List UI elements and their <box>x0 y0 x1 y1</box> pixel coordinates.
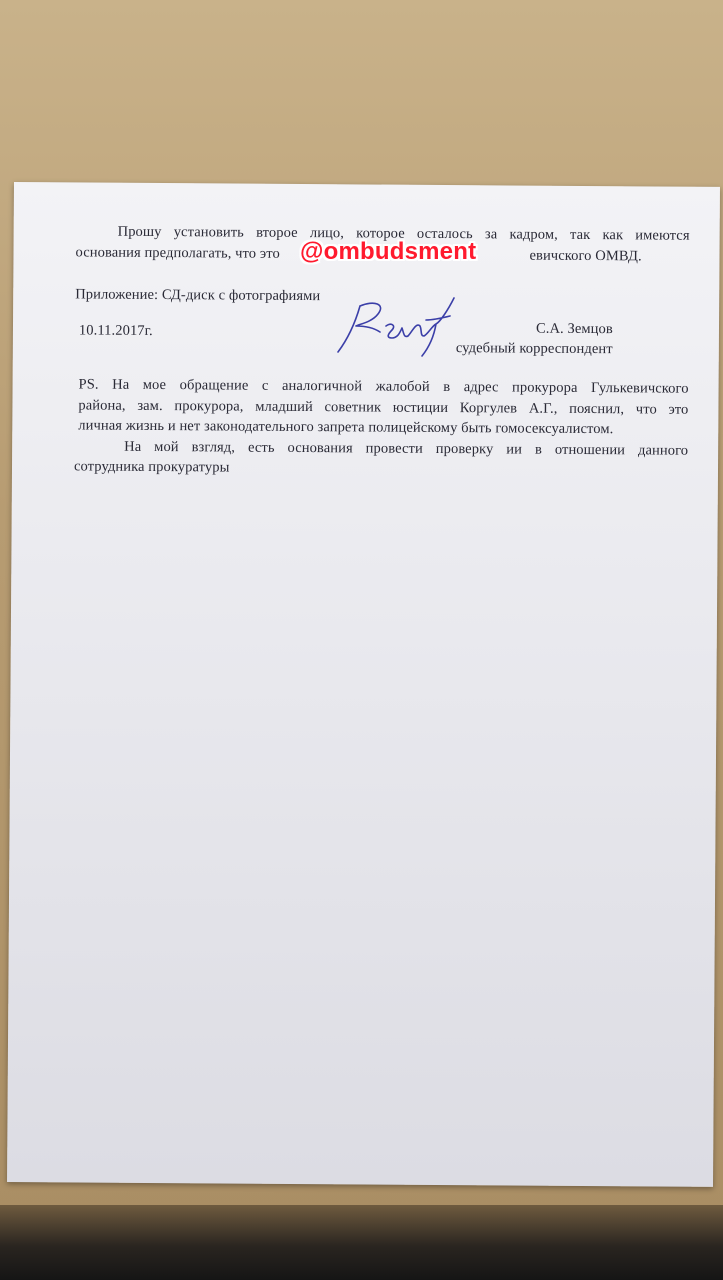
ps-line-4: На мой взгляд, есть основания провести проверку ии в отношении данного <box>124 438 689 459</box>
signer-title: судебный корреспондент <box>455 340 613 358</box>
watermark-text: @ombudsment <box>300 238 477 265</box>
paragraph-1-line-1: Прошу установить второе лицо, которое осталось за кадром, так как имеются <box>117 223 690 244</box>
attachment-line: Приложение: СД-диск с фотографиями <box>75 286 321 305</box>
ps-line-1: PS. На мое обращение с аналогичной жалобой в адрес прокурора Гулькевичского <box>78 376 689 397</box>
paragraph-1-line-2-left: основания предполагать, что это <box>75 244 280 262</box>
ps-line-3: личная жизнь и нет законодательного запрета полицейскому быть гомосексуалистом. <box>78 417 614 438</box>
ps-line-5: сотрудника прокуратуры <box>73 458 230 476</box>
desk-edge <box>0 1205 723 1280</box>
signature-icon <box>330 292 465 362</box>
date: 10.11.2017г. <box>78 322 153 339</box>
paragraph-1-line-2-right: евичского ОМВД. <box>529 247 642 265</box>
signer-name: С.А. Земцов <box>535 320 613 338</box>
ps-line-2: района, зам. прокурора, младший советник юстиции Коргулев А.Г., пояснил, что это <box>78 397 689 418</box>
